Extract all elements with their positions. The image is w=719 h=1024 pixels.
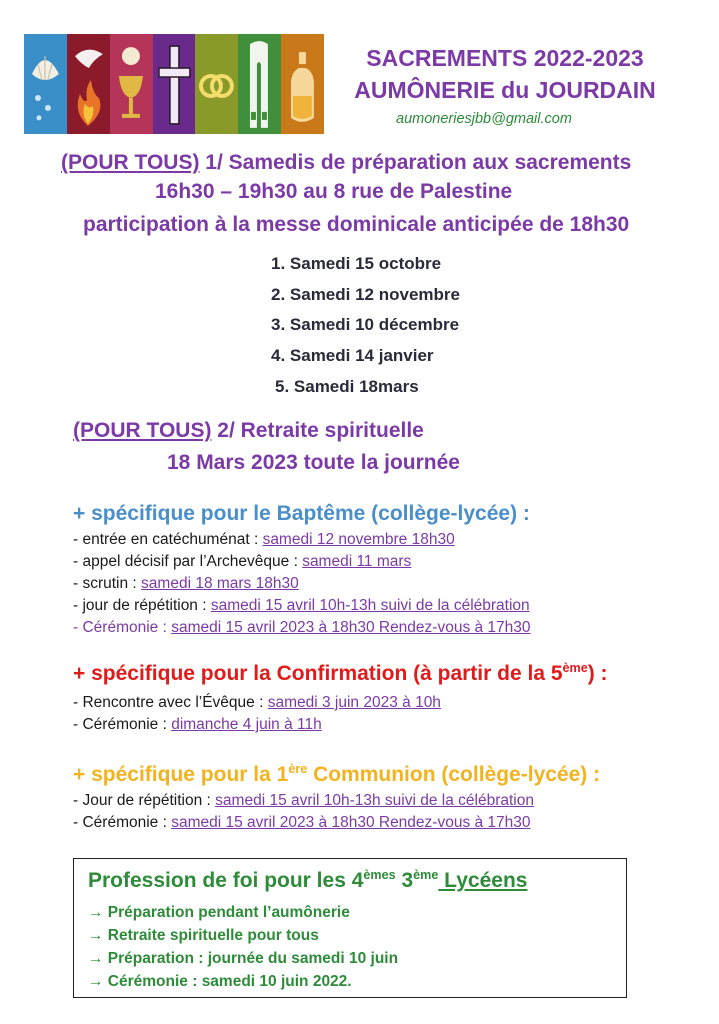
- reconciliation-cross-icon: [153, 34, 196, 134]
- item-label: - scrutin :: [73, 575, 142, 592]
- bapteme-item: [73, 529, 531, 551]
- marriage-rings-icon: [195, 34, 238, 134]
- item-date: samedi 18 mars 18h30: [141, 575, 299, 592]
- page-title: SACREMENTS 2022-2023: [366, 45, 644, 71]
- section1-mass-note: participation à la messe dominicale anticipée de 18h30: [83, 213, 630, 236]
- profession-item: → Préparation pendant l’aumônerie: [88, 904, 350, 921]
- profession-heading: [88, 869, 527, 893]
- confirmation-item: [73, 714, 441, 736]
- sacraments-banner: [24, 34, 324, 134]
- item-label: - appel décisif par l’Archevêque :: [73, 553, 303, 570]
- item-date: samedi 15 avril 10h-13h suivi de la célébration: [210, 597, 530, 614]
- item-label: - Cérémonie :: [73, 814, 172, 831]
- session-date-3: 3. Samedi 10 décembre: [271, 315, 460, 334]
- session-date-2: 2. Samedi 12 novembre: [271, 285, 460, 304]
- profession-title-a: Profession de foi pour les 4: [88, 869, 364, 892]
- section1-tag: (POUR TOUS): [61, 151, 200, 174]
- item-label: - entrée en catéchuménat :: [73, 531, 263, 548]
- communion-sup: ère: [288, 762, 308, 776]
- confirmation-item: [73, 692, 441, 714]
- communion-title-b: Communion (collège-lycée) :: [307, 763, 601, 786]
- communion-title-a: + spécifique pour la 1: [73, 763, 289, 786]
- profession-title-c: Lycéens: [438, 869, 528, 892]
- confirmation-title: + spécifique pour la Confirmation (à partir de la 5: [73, 662, 563, 685]
- confirmation-title-end: ) :: [587, 662, 608, 685]
- baptism-shell-icon: [24, 34, 67, 134]
- page-subtitle: AUMÔNERIE du JOURDAIN: [354, 77, 656, 103]
- item-date: samedi 15 avril 10h-13h suivi de la célébration: [215, 792, 534, 809]
- section1-heading: [61, 151, 631, 175]
- bapteme-item: [73, 573, 531, 595]
- item-date: dimanche 4 juin à 11h: [171, 716, 322, 733]
- bapteme-item: [73, 551, 531, 573]
- profession-title-b: 3: [395, 869, 414, 892]
- item-date: samedi 15 avril 2023 à 18h30 Rendez-vous à 17h30: [171, 619, 531, 636]
- session-date-4: 4. Samedi 14 janvier: [271, 346, 434, 365]
- profession-sup2: ème: [413, 868, 439, 882]
- profession-sup1: èmes: [363, 868, 396, 882]
- session-date-5: 5. Samedi 18mars: [275, 377, 419, 396]
- bapteme-list: [73, 529, 531, 639]
- item-label: - Cérémonie :: [73, 716, 172, 733]
- profession-list: [88, 901, 398, 993]
- section1-title: 1/ Samedis de préparation aux sacrements: [199, 151, 632, 174]
- item-date: samedi 15 avril 2023 à 18h30 Rendez-vous à 17h30: [171, 814, 531, 831]
- communion-item: [73, 812, 534, 834]
- communion-item: [73, 790, 534, 812]
- profession-item: → Retraite spirituelle pour tous: [88, 927, 319, 944]
- item-date: samedi 12 novembre 18h30: [262, 531, 455, 548]
- session-date-1: 1. Samedi 15 octobre: [271, 254, 442, 273]
- profession-box: [73, 858, 627, 998]
- section2-heading: [73, 419, 424, 443]
- item-label: - jour de répétition :: [73, 597, 211, 614]
- item-label: - Jour de répétition :: [73, 792, 216, 809]
- anointing-oil-icon: [281, 34, 324, 134]
- contact-email: aumoneriesjbb@gmail.com: [396, 111, 572, 127]
- holy-orders-stole-icon: [238, 34, 281, 134]
- item-date: samedi 3 juin 2023 à 10h: [267, 694, 441, 711]
- eucharist-chalice-icon: [110, 34, 153, 134]
- communion-list: [73, 790, 534, 834]
- profession-item: → Cérémonie : samedi 10 juin 2022.: [88, 973, 352, 990]
- section2-date: 18 Mars 2023 toute la journée: [167, 451, 460, 474]
- item-label: - Rencontre avec l’Évêque :: [73, 694, 268, 711]
- confirmation-dove-flame-icon: [67, 34, 110, 134]
- item-date: samedi 11 mars: [302, 553, 412, 570]
- profession-item: → Préparation : journée du samedi 10 juin: [88, 950, 399, 967]
- bapteme-item: [73, 595, 531, 617]
- confirmation-sup: ème: [562, 661, 588, 675]
- bapteme-item: [73, 617, 531, 639]
- confirmation-heading: [73, 662, 608, 686]
- section2-tag: (POUR TOUS): [73, 419, 212, 442]
- section2-title: 2/ Retraite spirituelle: [211, 419, 424, 442]
- bapteme-heading: + spécifique pour le Baptême (collège-lycée) :: [73, 502, 530, 525]
- section1-time-place: 16h30 – 19h30 au 8 rue de Palestine: [155, 180, 513, 203]
- confirmation-list: [73, 692, 441, 736]
- item-label: - Cérémonie :: [73, 619, 172, 636]
- communion-heading: [73, 763, 600, 787]
